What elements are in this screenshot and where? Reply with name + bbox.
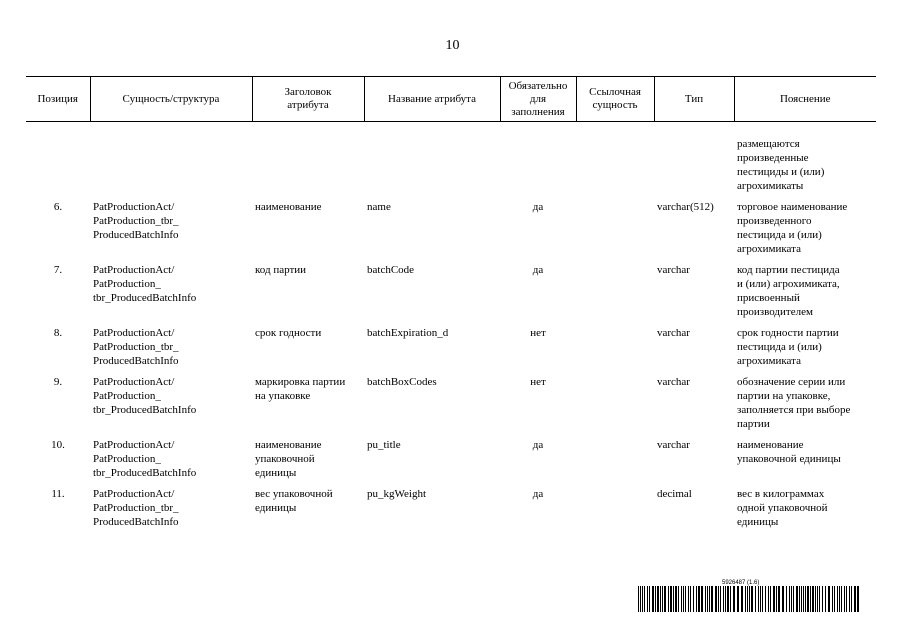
cell-attribute-title: срок годности bbox=[255, 327, 322, 339]
table-row bbox=[26, 259, 876, 322]
header-attribute-name: Название атрибута bbox=[364, 77, 500, 122]
cell-position: 11. bbox=[51, 488, 65, 500]
cell-attribute-title: маркировка партии на упаковке bbox=[255, 376, 346, 402]
header-required: Обязательно для заполнения bbox=[500, 77, 576, 122]
cell-attribute-name: name bbox=[367, 201, 391, 213]
cell-required: да bbox=[532, 201, 544, 213]
cell-position: 10. bbox=[51, 439, 65, 451]
cell-note: вес в килограммах одной упаковочной единицы bbox=[737, 488, 828, 528]
cell-position: 8. bbox=[53, 327, 63, 339]
cell-required: да bbox=[532, 264, 544, 276]
header-position: Позиция bbox=[26, 77, 90, 122]
cell-required: нет bbox=[530, 376, 546, 388]
table-row bbox=[26, 483, 876, 532]
cell-attribute-title: код партии bbox=[255, 264, 307, 276]
cell-note: код партии пестицида и (или) агрохимиката, присвоенный производителем bbox=[737, 264, 840, 318]
header-attribute-title: Заголовок атрибута bbox=[252, 77, 364, 122]
cell-reference-entity bbox=[576, 371, 654, 434]
table-row bbox=[26, 371, 876, 434]
cell-type: varchar bbox=[657, 439, 690, 451]
cell-reference-entity bbox=[576, 196, 654, 259]
cell-note: наименование упаковочной единицы bbox=[737, 439, 841, 465]
cell-type: varchar(512) bbox=[657, 201, 714, 213]
header-type: Тип bbox=[654, 77, 734, 122]
cell-attribute-name: batchExpiration_d bbox=[367, 327, 449, 339]
cell-entity: PatProductionAct/ PatProduction_tbr_ ProducedBatchInfo bbox=[93, 488, 179, 528]
cell-type: varchar bbox=[657, 264, 690, 276]
cell-attribute-title bbox=[252, 122, 364, 197]
attributes-table bbox=[26, 76, 876, 532]
header-entity: Сущность/структура bbox=[90, 77, 252, 122]
cell-required bbox=[500, 122, 576, 197]
cell-attribute-title: вес упаковочной единицы bbox=[255, 488, 333, 514]
header-reference-entity: Ссылочная сущность bbox=[576, 77, 654, 122]
cell-position: 7. bbox=[53, 264, 63, 276]
header-note: Пояснение bbox=[734, 77, 876, 122]
cell-attribute-name bbox=[364, 122, 500, 197]
cell-attribute-name: batchBoxCodes bbox=[367, 376, 437, 388]
cell-required: да bbox=[532, 488, 544, 500]
cell-position: 9. bbox=[53, 376, 63, 388]
cell-position bbox=[26, 122, 90, 197]
cell-attribute-title: наименование bbox=[255, 201, 322, 213]
barcode-image bbox=[638, 586, 860, 612]
cell-reference-entity bbox=[576, 259, 654, 322]
table-header-row bbox=[26, 77, 876, 122]
page-number: 10 bbox=[445, 38, 460, 53]
cell-note: торговое наименование произведенного пестицида и (или) агрохимиката bbox=[737, 201, 848, 255]
cell-attribute-name: pu_title bbox=[367, 439, 401, 451]
cell-attribute-title: наименование упаковочной единицы bbox=[255, 439, 322, 479]
cell-reference-entity bbox=[576, 122, 654, 197]
cell-entity: PatProductionAct/ PatProduction_tbr_ ProducedBatchInfo bbox=[93, 327, 179, 367]
cell-attribute-name: batchCode bbox=[367, 264, 415, 276]
cell-reference-entity bbox=[576, 322, 654, 371]
cell-reference-entity bbox=[576, 483, 654, 532]
table-row bbox=[26, 434, 876, 483]
cell-note: размещаются произведенные пестициды и (или) агрохимикаты bbox=[737, 138, 825, 192]
cell-required: да bbox=[532, 439, 544, 451]
cell-attribute-name: pu_kgWeight bbox=[367, 488, 426, 500]
table-row-continuation bbox=[26, 122, 876, 197]
cell-entity bbox=[90, 122, 252, 197]
cell-entity: PatProductionAct/ PatProduction_ tbr_ProducedBatchInfo bbox=[93, 439, 197, 479]
cell-type: decimal bbox=[657, 488, 692, 500]
cell-required: нет bbox=[530, 327, 546, 339]
cell-type: varchar bbox=[657, 327, 690, 339]
barcode-label: 5926487 (1.6) bbox=[722, 580, 760, 586]
table-row bbox=[26, 322, 876, 371]
cell-entity: PatProductionAct/ PatProduction_ tbr_ProducedBatchInfo bbox=[93, 376, 197, 416]
cell-reference-entity bbox=[576, 434, 654, 483]
cell-note: обозначение серии или партии на упаковке, заполняется при выборе партии bbox=[737, 376, 851, 430]
cell-type bbox=[654, 122, 734, 197]
cell-position: 6. bbox=[53, 201, 63, 213]
cell-type: varchar bbox=[657, 376, 690, 388]
cell-entity: PatProductionAct/ PatProduction_ tbr_ProducedBatchInfo bbox=[93, 264, 197, 304]
table-row bbox=[26, 196, 876, 259]
cell-entity: PatProductionAct/ PatProduction_tbr_ ProducedBatchInfo bbox=[93, 201, 179, 241]
cell-note: срок годности партии пестицида и (или) агрохимиката bbox=[737, 327, 839, 367]
